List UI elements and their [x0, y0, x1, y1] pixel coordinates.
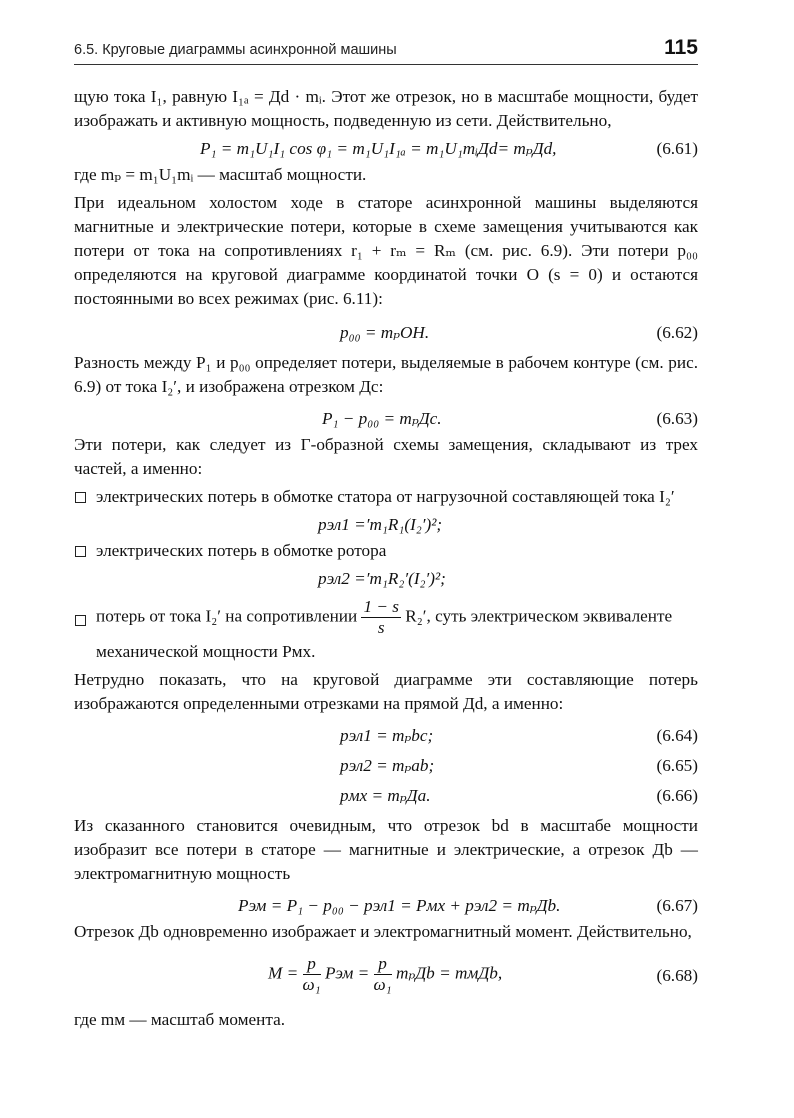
equation-formula: pэл1 =′m₁R₁(I₂′)²; — [318, 515, 443, 534]
equation-pel1 — [74, 509, 698, 539]
equation-number: (6.61) — [656, 139, 698, 158]
equation-6-68 — [74, 948, 698, 1004]
equation-number: (6.63) — [656, 409, 698, 428]
list-item-1 — [74, 485, 698, 509]
equation-6-64 — [74, 720, 698, 750]
equation-6-62 — [74, 317, 698, 347]
equation-formula: P₁ = m₁U₁I₁ cos φ₁ = m₁U₁I₁ₐ = m₁U₁mᵢДd= mₚДd, — [200, 139, 557, 158]
paragraph-7: Из сказанного становится очевидным, что отрезок bd в масштабе мощности изобразит все потери в статоре — магнитные и электрические, а отрезок Дb — электромагнитную мощность — [74, 816, 698, 883]
equation-6-65 — [74, 750, 698, 780]
paragraph-8: Отрезок Дb одновременно изображает и электромагнитный момент. Действительно, — [74, 922, 692, 941]
fraction-denominator: ω₁ — [302, 975, 321, 994]
equation-mid: Pэм = — [324, 963, 370, 983]
paragraph-4: Разность между P₁ и p₀₀ определяет потери, выделяемые в рабочем контуре (см. рис. 6.9) от тока I₂′, и изображена отрезком Дс: — [74, 353, 698, 396]
page-number: 115 — [664, 36, 698, 59]
page-header — [74, 36, 698, 64]
equation-formula: pэл2 = mₚab; — [340, 756, 435, 775]
equation-formula: p₀₀ = mₚОН. — [340, 323, 430, 342]
equation-formula: pэл2 =′m₁R₂′(I₂′)²; — [318, 569, 446, 588]
equation-6-67 — [74, 890, 698, 920]
equation-rhs: mₚДb = mмДb, — [395, 963, 503, 983]
paragraph-1: щую тока I₁, равную I₁ₐ = Дd · mᵢ. Этот же отрезок, но в масштабе мощности, будет изображать и активную мощность, подведенную из сети. Действительно, — [74, 87, 698, 130]
equation-number: (6.64) — [656, 726, 698, 745]
equation-formula: pмх = mₚДa. — [340, 786, 431, 805]
equation-formula: Pэм = P₁ − p₀₀ − pэл1 = Pмх + pэл2 = mₚДb. — [238, 896, 561, 915]
equation-formula — [268, 954, 502, 995]
equation-number: (6.68) — [656, 966, 698, 985]
fraction-numerator: p — [303, 954, 321, 975]
checkbox-bullet-icon — [75, 546, 86, 557]
equation-number: (6.66) — [656, 786, 698, 805]
fraction-numerator: 1 − s — [363, 597, 399, 616]
list-item-text-line2: механической мощности Pмх. — [96, 642, 316, 661]
checkbox-bullet-icon — [75, 492, 86, 503]
fraction — [374, 954, 392, 995]
equation-6-63 — [74, 403, 698, 433]
paragraph-6: Нетрудно показать, что на круговой диаграмме эти составляющие потерь изображаются определенными отрезками на прямой Дd, а именно: — [74, 670, 698, 713]
equation-6-61 — [74, 133, 698, 163]
equation-number: (6.67) — [656, 896, 698, 915]
list-item-3 — [74, 597, 698, 664]
paragraph-9: где mм — масштаб момента. — [74, 1010, 286, 1029]
list-item-text: электрических потерь в обмотке ротора — [96, 541, 387, 560]
paragraph-5: Эти потери, как следует из Г-образной схемы замещения, складывают из трех частей, а именно: — [74, 435, 698, 478]
list-item-text-cont: R₂′, суть электрическом эквиваленте — [405, 606, 673, 626]
equation-formula: pэл1 = mₚbc; — [340, 726, 434, 745]
page-body — [74, 85, 698, 1032]
paragraph-3: При идеальном холостом ходе в статоре асинхронной машины выделяются магнитные и электрические потери, которые в схеме замещения учитываются как потери от тока на сопротивлениях r₁ + rₘ = Rₘ (см. рис. 6.9). Эти потери p₀₀ определяются на круговой диаграмме координатой точки О (s = 0) и остаются постоянными во всех режимах (рис. 6.11): — [74, 193, 698, 308]
fraction-denominator: ω₁ — [373, 975, 392, 994]
list-item-text: электрических потерь в обмотке статора от нагрузочной составляющей тока I₂′ — [96, 487, 675, 506]
header-rule — [74, 64, 698, 65]
equation-number: (6.65) — [656, 756, 698, 775]
fraction-denominator: s — [377, 618, 385, 637]
equation-formula: P₁ − p₀₀ = mₚДс. — [322, 409, 442, 428]
list-item-text: потерь от тока I₂′ на сопротивлении — [96, 606, 358, 626]
section-title: 6.5. Круговые диаграммы асинхронной машины — [74, 42, 397, 58]
list-item-2 — [74, 539, 698, 563]
fraction-numerator: p — [374, 954, 392, 975]
equation-number: (6.62) — [656, 323, 698, 342]
fraction — [361, 597, 400, 638]
equation-lhs: M = — [268, 963, 299, 983]
checkbox-bullet-icon — [75, 615, 86, 626]
equation-6-66 — [74, 780, 698, 810]
equation-pel2 — [74, 563, 698, 593]
paragraph-2: где mₚ = m₁U₁mᵢ — масштаб мощности. — [74, 165, 367, 184]
fraction — [303, 954, 321, 995]
